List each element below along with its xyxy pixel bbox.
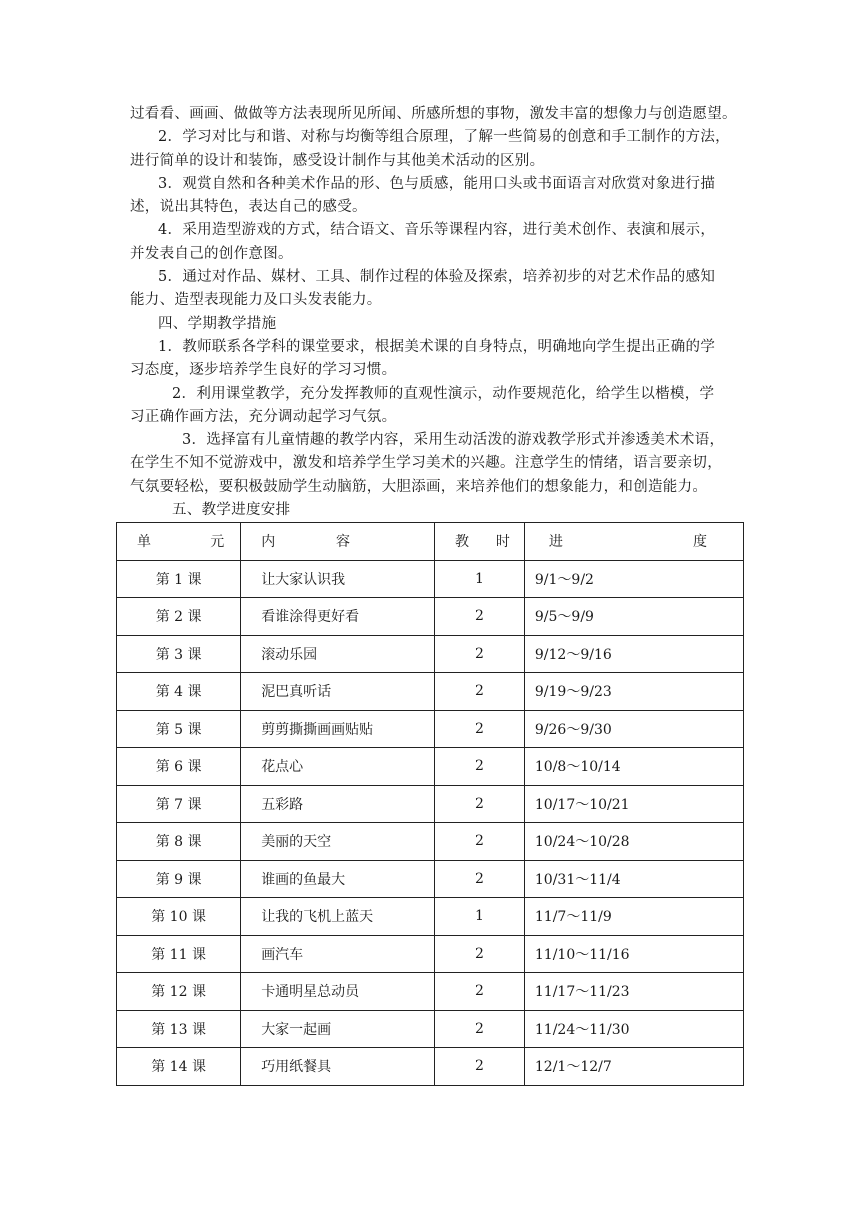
cell-hours: 2 [435, 710, 525, 748]
table-row [117, 710, 744, 748]
cell-hours: 2 [435, 635, 525, 673]
cell-progress: 10/24～10/28 [524, 823, 743, 861]
paragraph-line: 3．选择富有儿童情趣的教学内容，采用生动活泼的游戏教学形式并渗透美术术语， [182, 432, 725, 449]
paragraph-line: 2．学习对比与和谐、对称与均衡等组合原理，了解一些简易的创意和手工制作的方法， [158, 129, 730, 146]
table-row [117, 823, 744, 861]
cell-hours: 2 [435, 748, 525, 786]
cell-progress: 10/8～10/14 [524, 748, 743, 786]
cell-content: 谁画的鱼最大 [241, 860, 435, 898]
cell-content: 卡通明星总动员 [241, 973, 435, 1011]
cell-unit: 第 2 课 [117, 598, 241, 636]
table-row [117, 673, 744, 711]
cell-unit: 第 13 课 [117, 1010, 241, 1048]
cell-hours: 1 [435, 560, 525, 598]
cell-hours: 2 [435, 823, 525, 861]
cell-unit: 第 11 课 [117, 935, 241, 973]
paragraph-line: 过看看、画画、做做等方法表现所见所闻、所感所想的事物，激发丰富的想像力与创造愿望。 [130, 106, 737, 122]
cell-hours: 2 [435, 785, 525, 823]
paragraph-line: 进行简单的设计和装饰，感受设计制作与其他美术活动的区别。 [130, 152, 545, 169]
cell-content: 五彩路 [241, 785, 435, 823]
cell-unit: 第 7 课 [117, 785, 241, 823]
paragraph-line: 能力、造型表现能力及口头发表能力。 [130, 292, 382, 309]
cell-unit: 第 8 课 [117, 823, 241, 861]
body-text [130, 103, 737, 522]
section-heading: 五、教学进度安排 [172, 502, 291, 519]
table-row [117, 635, 744, 673]
table-row [117, 898, 744, 936]
table-row [117, 748, 744, 786]
cell-content: 大家一起画 [241, 1010, 435, 1048]
cell-content: 让大家认识我 [241, 560, 435, 598]
paragraph-line: 3．观赏自然和各种美术作品的形、色与质感，能用口头或书面语言对欣赏对象进行描 [158, 175, 716, 192]
table-row [117, 1010, 744, 1048]
table-row [117, 598, 744, 636]
paragraph-line: 在学生不知不觉游戏中，激发和培养学生学习美术的兴趣。注意学生的情绪，语言要亲切， [130, 455, 722, 472]
table-row [117, 1048, 744, 1086]
cell-hours: 2 [435, 973, 525, 1011]
cell-progress: 12/1～12/7 [524, 1048, 743, 1086]
header-unit: 单 元 [117, 523, 241, 561]
cell-hours: 2 [435, 598, 525, 636]
paragraph-line: 并发表自己的创作意图。 [130, 245, 293, 262]
cell-content: 巧用纸餐具 [241, 1048, 435, 1086]
cell-progress: 9/1～9/2 [524, 560, 743, 598]
cell-unit: 第 12 课 [117, 973, 241, 1011]
cell-progress: 9/26～9/30 [524, 710, 743, 748]
cell-content: 滚动乐园 [241, 635, 435, 673]
cell-unit: 第 9 课 [117, 860, 241, 898]
cell-content: 画汽车 [241, 935, 435, 973]
paragraph-line: 5．通过对作品、媒材、工具、制作过程的体验及探索，培养初步的对艺术作品的感知 [158, 269, 716, 286]
cell-hours: 2 [435, 673, 525, 711]
cell-content: 美丽的天空 [241, 823, 435, 861]
cell-progress: 11/24～11/30 [524, 1010, 743, 1048]
cell-hours: 2 [435, 1010, 525, 1048]
paragraph-line: 习正确作画方法，充分调动起学习气氛。 [130, 408, 397, 425]
table-row [117, 973, 744, 1011]
cell-content: 花点心 [241, 748, 435, 786]
paragraph-line: 述，说出其特色，表达自己的感受。 [130, 199, 367, 216]
table-header-row [117, 523, 744, 561]
cell-unit: 第 6 课 [117, 748, 241, 786]
paragraph-line: 4．采用造型游戏的方式，结合语文、音乐等课程内容，进行美术创作、表演和展示， [158, 222, 716, 239]
cell-progress: 11/17～11/23 [524, 973, 743, 1011]
cell-hours: 2 [435, 860, 525, 898]
paragraph-line: 2．利用课堂教学，充分发挥教师的直观性演示，动作要规范化，给学生以楷模，学 [172, 385, 715, 402]
header-progress: 进 度 [524, 523, 743, 561]
paragraph-line: 气氛要轻松，要积极鼓励学生动脑筋，大胆添画，来培养他们的想象能力，和创造能力。 [130, 478, 708, 495]
cell-content: 泥巴真听话 [241, 673, 435, 711]
table-row [117, 560, 744, 598]
cell-progress: 10/31～11/4 [524, 860, 743, 898]
cell-content: 剪剪撕撕画画贴贴 [241, 710, 435, 748]
cell-content: 看谁涂得更好看 [241, 598, 435, 636]
cell-hours: 2 [435, 935, 525, 973]
section-heading: 四、学期教学措施 [158, 315, 277, 332]
header-content: 内 容 [241, 523, 435, 561]
cell-unit: 第 10 课 [117, 898, 241, 936]
cell-unit: 第 14 课 [117, 1048, 241, 1086]
cell-progress: 9/12～9/16 [524, 635, 743, 673]
table-row [117, 935, 744, 973]
cell-content: 让我的飞机上蓝天 [241, 898, 435, 936]
paragraph-line: 1．教师联系各学科的课堂要求，根据美术课的自身特点，明确地向学生提出正确的学 [158, 338, 716, 355]
cell-unit: 第 1 课 [117, 560, 241, 598]
schedule-table [116, 522, 744, 1086]
cell-progress: 11/10～11/16 [524, 935, 743, 973]
cell-progress: 9/19～9/23 [524, 673, 743, 711]
cell-unit: 第 4 课 [117, 673, 241, 711]
cell-progress: 10/17～10/21 [524, 785, 743, 823]
header-hours: 教 时 [435, 523, 525, 561]
paragraph-line: 习态度，逐步培养学生良好的学习习惯。 [130, 362, 397, 379]
cell-unit: 第 5 课 [117, 710, 241, 748]
cell-hours: 1 [435, 898, 525, 936]
cell-progress: 11/7～11/9 [524, 898, 743, 936]
cell-unit: 第 3 课 [117, 635, 241, 673]
table-row [117, 785, 744, 823]
table-row [117, 860, 744, 898]
cell-hours: 2 [435, 1048, 525, 1086]
cell-progress: 9/5～9/9 [524, 598, 743, 636]
